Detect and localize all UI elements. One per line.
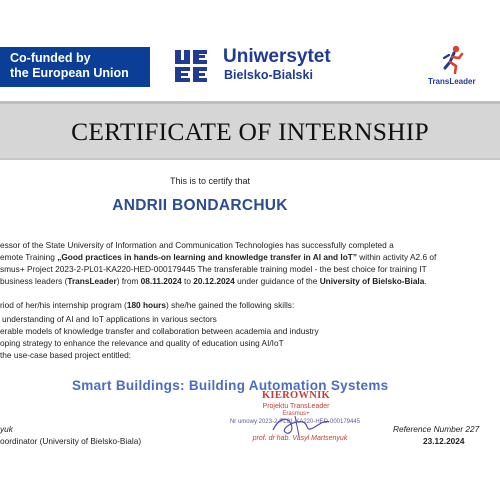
university-name: Uniwersytet xyxy=(223,46,331,67)
intro-line-4c: ) from xyxy=(116,276,141,286)
official-stamp xyxy=(225,392,365,442)
transleader-logo-icon xyxy=(439,44,469,74)
intro-line-4g: under guidance of the xyxy=(234,276,320,286)
skill-item: oping strategy to enhance the relevance and quality of education using AI/IoT xyxy=(0,338,284,348)
certificate-title: CERTIFICATE OF INTERNSHIP xyxy=(71,117,429,146)
project-acronym: TransLeader xyxy=(67,276,117,286)
stamp-line-2: Erasmus+ xyxy=(282,411,310,417)
certify-text: This is to certify that xyxy=(169,176,251,186)
stamp-line-3: Nr umowy 2023-2-PL01-KA220-HED-000179445 xyxy=(229,419,361,425)
stamp-signer: prof. dr hab. Vasyl Martsenyuk xyxy=(252,435,348,442)
coordinator-role: oordinator (University of Bielsko-Biala) xyxy=(0,436,142,446)
hours: 180 hours xyxy=(126,300,167,310)
skill-item: understanding of AI and IoT applications in various sectors xyxy=(2,314,217,324)
handwritten-signature xyxy=(265,410,335,440)
eu-line2: the European Union xyxy=(10,66,129,80)
coordinator-name: yuk xyxy=(0,424,13,434)
recipient-name: ANDRII BONDARCHUK xyxy=(112,197,288,214)
university-city: Bielsko-Bialski xyxy=(224,68,313,82)
eu-cofunded-logo xyxy=(0,47,150,87)
stamp-title: KIEROWNIK xyxy=(261,390,331,401)
intro-line-2c: within activity A2.6 of xyxy=(357,252,437,262)
end-date: 20.12.2024 xyxy=(193,276,235,286)
period-line xyxy=(0,300,294,310)
issue-date: 23.12.2024 xyxy=(423,436,465,446)
period-a: riod of her/his internship program ( xyxy=(0,300,127,310)
start-date: 08.11.2024 xyxy=(140,276,182,286)
intro-line-4i: . xyxy=(424,276,427,286)
eu-logo-text xyxy=(10,51,129,81)
eu-line1: Co-funded by xyxy=(10,51,91,65)
reference-number: Reference Number 227 xyxy=(393,424,480,434)
period-c: ) she/he gained the following skills: xyxy=(166,300,295,310)
intro-line-2 xyxy=(0,252,436,262)
training-title: „Good practices in hands-on learning and knowledge transfer in AI and IoT” xyxy=(57,252,357,262)
intro-line-2a: emote Training xyxy=(0,252,58,262)
project-intro: the use-case based project entitled: xyxy=(0,350,131,360)
intro-line-1: essor of the State University of Information and Communication Technologies has successfully completed a xyxy=(0,240,394,250)
stamp-line-1: Projektu TransLeader xyxy=(262,403,330,410)
intro-line-3: smus+ Project 2023-2-PL01-KA220-HED-000179445 The transferable training model - the best choice for training IT xyxy=(0,264,427,274)
ubb-logo-icon xyxy=(175,50,213,82)
intro-line-4a: business leaders ( xyxy=(0,276,68,286)
project-title: Smart Buildings: Building Automation Systems xyxy=(72,378,389,393)
skill-item: erable models of knowledge transfer and collaboration between academia and industry xyxy=(0,326,319,336)
host-university: University of Bielsko-Biala xyxy=(319,276,425,286)
intro-line-4 xyxy=(0,276,427,286)
intro-line-4e: to xyxy=(181,276,194,286)
transleader-name: TransLeader xyxy=(428,77,476,86)
title-band xyxy=(0,101,500,160)
